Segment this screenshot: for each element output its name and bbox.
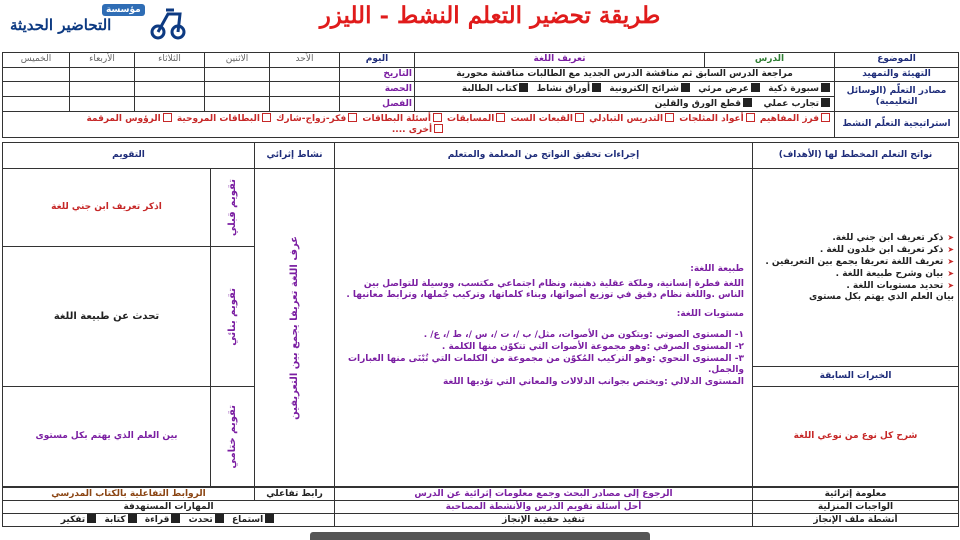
nature-title: طبيعة اللغة: <box>690 263 745 274</box>
enrichment-cell <box>255 169 335 487</box>
checkbox-icon <box>821 83 830 92</box>
skill-item: تفكير <box>61 515 98 525</box>
checkbox-icon <box>751 83 760 92</box>
evaluation-header: التقويم <box>3 143 255 169</box>
checkbox-icon <box>821 98 830 107</box>
skill-item: تحدث <box>189 515 226 525</box>
checkbox-icon <box>681 83 690 92</box>
homework-value: أحل أسئلة تقويم الدرس والأنشطة المصاحبة <box>335 501 753 514</box>
checkbox-icon <box>743 98 752 107</box>
skills-list <box>3 514 335 527</box>
skills-label: المهارات المستهدفة <box>3 501 335 514</box>
footer-table <box>2 487 959 527</box>
goals-list <box>755 232 954 303</box>
goal-item: ➤ تعريف اللغة تعريفا يجمع بين التعريفين . <box>755 256 954 268</box>
interactive-label: رابط تفاعلي <box>255 488 335 501</box>
sources-row-1 <box>415 82 835 97</box>
strategy-list <box>3 111 835 137</box>
subject-value: تعريف اللغة <box>415 53 705 68</box>
checkbox-icon <box>496 113 505 122</box>
level-item: ١- المستوى الصوتي :ويتكون من الأصوات، مثل/ ب /، ت /، س /، ط /، ع/ . <box>423 329 745 340</box>
source-item: تجارب عملي <box>763 99 832 109</box>
procedural-value: الرجوع إلى مصادر البحث وجمع معلومات إثرائية عن الدرس <box>335 488 753 501</box>
eval-pre-text: اذكر تعريف ابن جني للغة <box>3 169 211 247</box>
checkbox-icon <box>433 113 442 122</box>
sources-label: مصادر التعلّم (الوسائل التعليمية) <box>835 82 959 111</box>
checkbox-icon <box>171 514 180 523</box>
eval-type-formative <box>211 247 255 387</box>
eval-type-label: تقويم ختامي <box>227 404 239 469</box>
period-cell <box>70 82 135 97</box>
source-item: كتاب الطالبة <box>462 84 531 94</box>
date-label: التاريخ <box>340 67 415 82</box>
goals-header: نواتج التعلم المخطط لها (الأهداف) <box>753 143 959 169</box>
source-item: قطع الورق والقلين <box>655 99 754 109</box>
viewer-toolbar <box>310 532 650 540</box>
checkbox-icon <box>665 113 674 122</box>
class-cell <box>3 97 70 112</box>
period-label: الحصة <box>340 82 415 97</box>
prior-label: الخبرات السابقة <box>753 367 959 387</box>
eval-type-label: تقويم بنائي <box>227 287 239 346</box>
checkbox-icon <box>348 113 357 122</box>
strategy-item: أسئلة البطاقات <box>362 114 443 124</box>
homework-label: الواجبات المنزلية <box>753 501 959 514</box>
goal-item: بيان العلم الذي يهتم بكل مستوى <box>809 292 955 302</box>
scooter-icon <box>148 2 188 42</box>
day-thursday: الخميس <box>3 53 70 68</box>
checkbox-icon <box>87 514 96 523</box>
checkbox-icon <box>434 124 443 133</box>
strategy-item: فرز المفاهيم <box>760 114 832 124</box>
checkbox-icon <box>128 514 137 523</box>
sources-row-2 <box>415 97 835 112</box>
portfolio-label: أنشطة ملف الإنجاز <box>753 514 959 527</box>
eval-type-label: تقويم قبلي <box>227 178 239 237</box>
period-cell <box>3 82 70 97</box>
class-cell <box>270 97 340 112</box>
level-item: المستوى الدلالي :ويختص بجوانب الدلالات والمعاني التي تؤديها اللغة <box>442 376 745 387</box>
goal-item: ➤ ذكر تعريف ابن جني للغة. <box>755 232 954 244</box>
strategy-item: أعواد المثلجات <box>679 114 756 124</box>
period-cell <box>205 82 270 97</box>
class-cell <box>205 97 270 112</box>
day-monday: الاثنين <box>205 53 270 68</box>
checkbox-icon <box>575 113 584 122</box>
source-item: شرائح إلكترونية <box>609 84 692 94</box>
checkbox-icon <box>262 113 271 122</box>
eval-type-final <box>211 387 255 487</box>
lesson-label: الدرس <box>705 53 835 68</box>
strategy-item: المسابقات <box>447 114 507 124</box>
logo <box>4 2 188 44</box>
strategy-item: الرؤوس المرقمة <box>86 114 173 124</box>
strategy-item: أخرى .... <box>392 125 445 135</box>
checkbox-icon <box>746 113 755 122</box>
lesson-body-table <box>2 142 959 487</box>
strategy-item: التدريس التبادلي <box>589 114 676 124</box>
logo-badge: مؤسسة <box>102 4 145 16</box>
lesson-info-table <box>2 52 959 138</box>
prior-value: شرح كل نوع من نوعي اللغة <box>753 387 959 487</box>
day-tuesday: الثلاثاء <box>135 53 205 68</box>
strategy-item: فكر-زواج-شارك <box>276 114 359 124</box>
goal-item: ➤ بيان وشرح طبيعة اللغة . <box>755 268 954 280</box>
date-cell <box>70 67 135 82</box>
day-wednesday: الأربعاء <box>70 53 135 68</box>
checkbox-icon <box>265 514 274 523</box>
date-cell <box>3 67 70 82</box>
nature-text: اللغة فطرة إنسانية، وملكة عقلية ذهنية، ونظام اجتماعي مكتسب، ووسيلة للتواصل بين الناس .واللغة نظام دقيق في توزيع أصواتها، وبناء كلماتها، وتركيب جُملها، وترابط معانيها . <box>346 278 745 300</box>
goal-item: ➤ تحديد مستويات اللغة . <box>755 280 954 292</box>
procedural-label: معلومة إثرائية <box>753 488 959 501</box>
portfolio-value: تنفيذ حقيبة الإنجاز <box>335 514 753 527</box>
procedures-header: إجراءات تحقيق النواتج من المعلمة والمتعلم <box>335 143 753 169</box>
source-item: عرض مرئي <box>698 84 762 94</box>
checkbox-icon <box>592 83 601 92</box>
class-cell <box>70 97 135 112</box>
eval-final-text: بين العلم الذي يهتم بكل مستوى <box>3 387 211 487</box>
intro-label: التهيئة والتمهيد <box>835 67 959 82</box>
skill-item: استماع <box>232 515 276 525</box>
strategy-label: استراتيجية التعلّم النشط <box>835 111 959 137</box>
checkbox-icon <box>215 514 224 523</box>
checkbox-icon <box>821 113 830 122</box>
class-label: الفصل <box>340 97 415 112</box>
class-cell <box>135 97 205 112</box>
skill-item: كتابة <box>104 515 138 525</box>
skill-item: قراءة <box>145 515 183 525</box>
eval-type-pre <box>211 169 255 247</box>
date-cell <box>270 67 340 82</box>
level-item: ٣- المستوى النحوي :وهو التركيب المُكوّن من مجموعة من الكلمات التي تُبْنَى منها العبارات والجمل. <box>347 353 745 375</box>
period-cell <box>135 82 205 97</box>
day-sunday: الأحد <box>270 53 340 68</box>
enrichment-header: نشاط إثرائي <box>255 143 335 169</box>
logo-name: التحاضير الحديثة <box>10 16 112 34</box>
intro-value: مراجعة الدرس السابق ثم مناقشة الدرس الجديد مع الطالبات مناقشة محورية <box>415 67 835 82</box>
checkbox-icon <box>163 113 172 122</box>
strategy-item: القبعات الست <box>511 114 586 124</box>
goals-cell <box>753 169 959 367</box>
procedures-cell <box>335 169 753 487</box>
enrichment-text: عرف اللغة تعريفا يجمع بين التعريفين <box>289 235 301 420</box>
checkbox-icon <box>519 83 528 92</box>
day-label: اليوم <box>340 53 415 68</box>
source-item: أوراق نشاط <box>537 84 603 94</box>
date-cell <box>135 67 205 82</box>
source-item: سبورة ذكية <box>768 84 832 94</box>
subject-label: الموضوع <box>835 53 959 68</box>
eval-formative-text: تحدث عن طبيعة اللغة <box>3 247 211 387</box>
period-cell <box>270 82 340 97</box>
level-item: ٢- المستوى الصرفي :وهو مجموعة الأصوات التي تتكوّن منها الكلمة . <box>441 341 745 352</box>
levels-title: مستويات اللغة: <box>676 308 745 319</box>
date-cell <box>205 67 270 82</box>
strategy-item: البطاقات المروحية <box>177 114 273 124</box>
goal-item: ➤ ذكر تعريف ابن خلدون للغة . <box>755 244 954 256</box>
interactive-value: الروابط التفاعلية بالكتاب المدرسي <box>3 488 255 501</box>
page-title: طريقة تحضير التعلم النشط - الليزر <box>319 2 661 29</box>
